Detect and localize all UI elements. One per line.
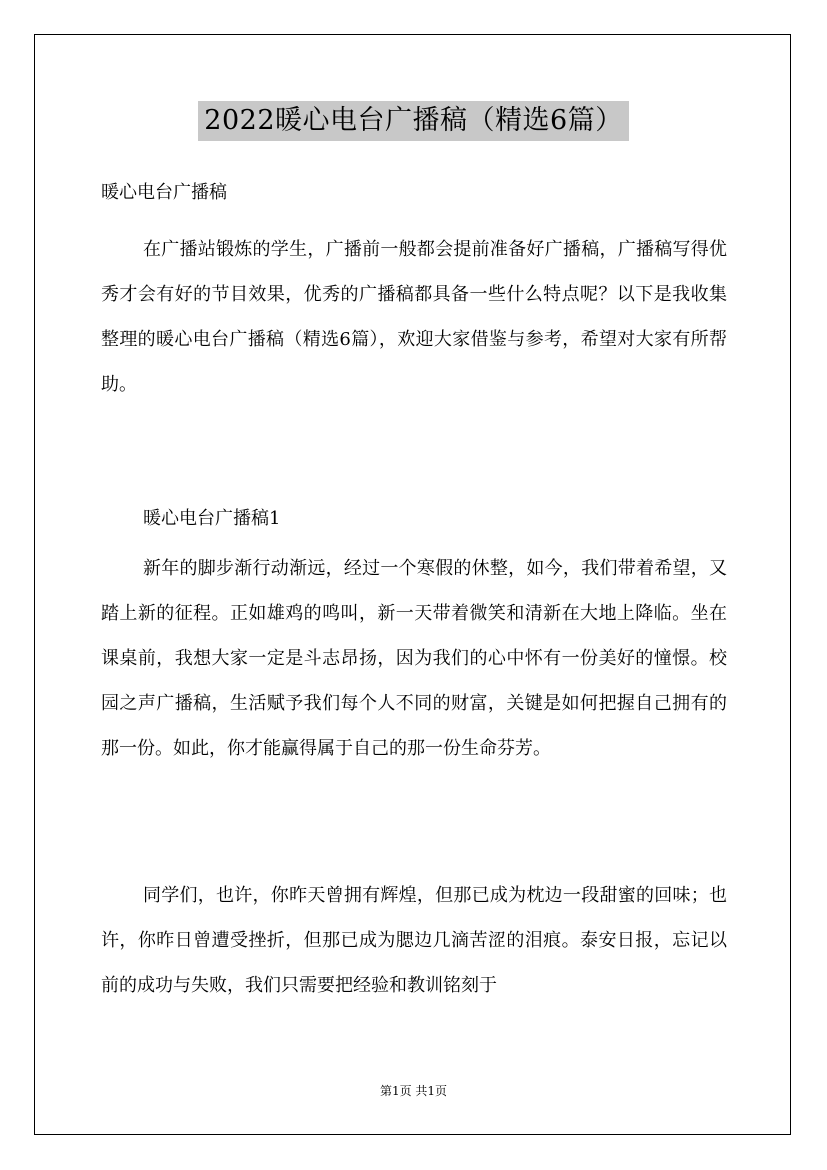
body-paragraph: 新年的脚步渐行动渐远，经过一个寒假的休整，如今，我们带着希望，又踏上新的征程。正如雄鸡的鸣叫，新一天带着微笑和清新在大地上降临。坐在课桌前，我想大家一定是斗志昂扬，因为我们的心中怀有一份美好的憧憬。校园之声广播稿，生活赋予我们每个人不同的财富，关键是如何把握自己拥有的那一份。如此，你才能赢得属于自己的那一份生命芬芳。 bbox=[101, 558, 727, 759]
intro-paragraph: 在广播站锻炼的学生，广播前一般都会提前准备好广播稿，广播稿写得优秀才会有好的节目效果，优秀的广播稿都具备一些什么特点呢？以下是我收集整理的暖心电台广播稿（精选6篇），欢迎大家借鉴与参考，希望对大家有所帮助。 bbox=[101, 239, 727, 395]
document-title: 2022暖心电台广播稿（精选6篇） bbox=[198, 101, 628, 141]
document-subheading: 暖心电台广播稿 bbox=[101, 182, 227, 203]
page-footer: 第1页 共1页 bbox=[379, 1084, 448, 1098]
title-container bbox=[0, 101, 827, 141]
body-paragraph: 同学们，也许，你昨天曾拥有辉煌，但那已成为枕边一段甜蜜的回味；也许，你昨日曾遭受挫折，但那已成为腮边几滴苦涩的泪痕。泰安日报，忘记以前的成功与失败，我们只需要把经验和教训铭刻于 bbox=[101, 885, 727, 996]
section-title: 暖心电台广播稿1 bbox=[143, 508, 281, 529]
